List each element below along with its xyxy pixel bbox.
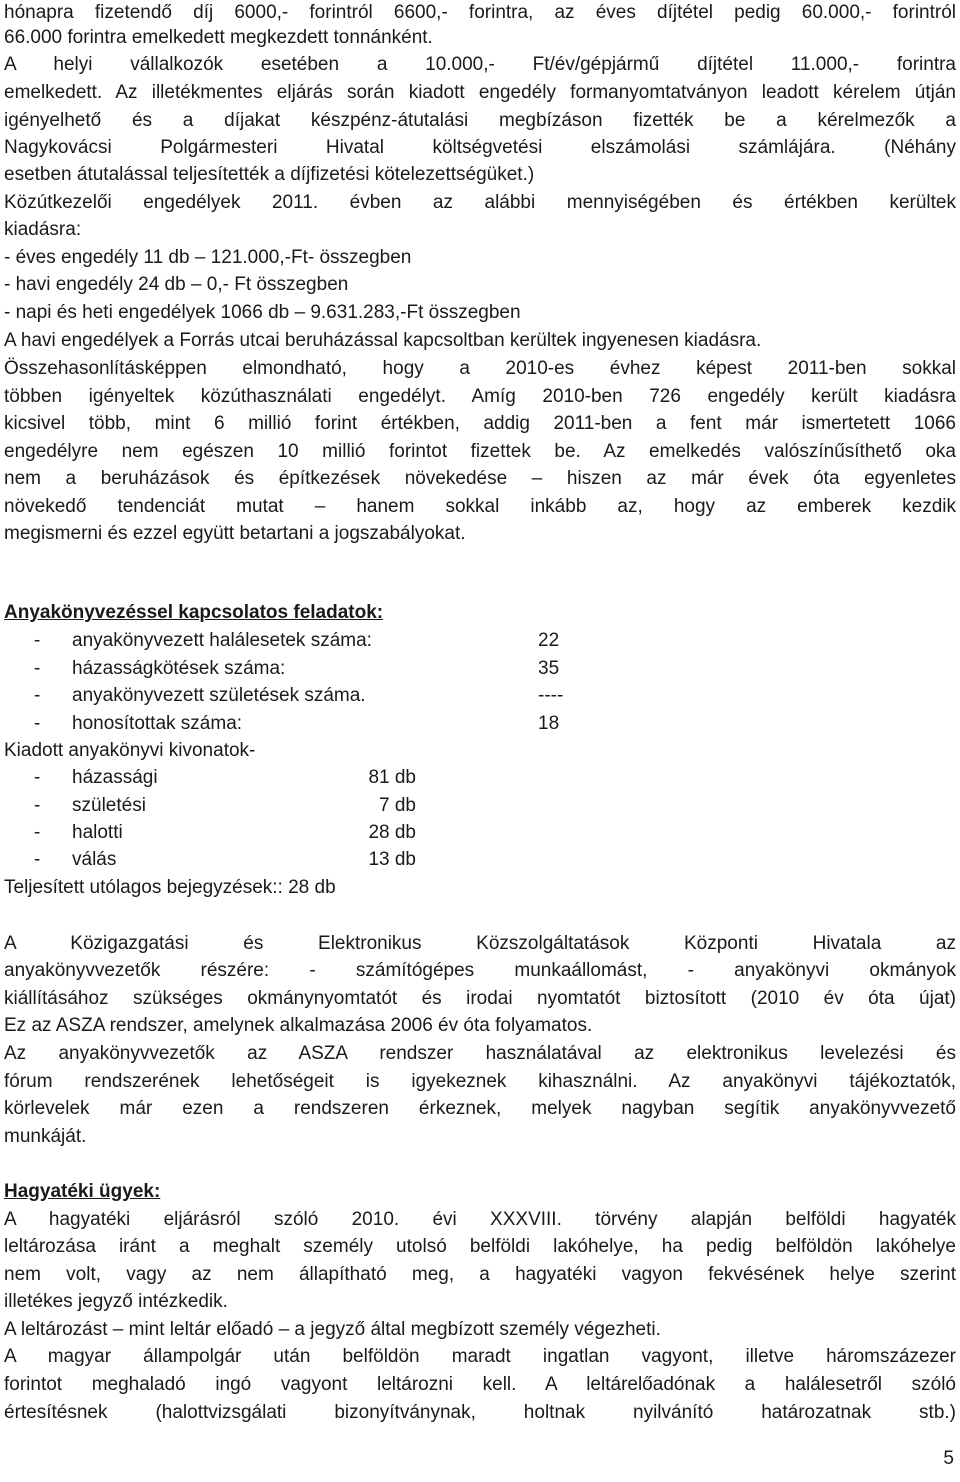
kivonat-value: 7 db <box>379 795 416 816</box>
text-line: Az anyakönyvvezetők az ASZA rendszer használatával az elektronikus levelezési és <box>4 1043 956 1064</box>
kivonat-value: 13 db <box>368 849 416 870</box>
section-heading-hagyatek: Hagyatéki ügyek: <box>4 1181 161 1202</box>
text-line: leltározása iránt a meghalt személy utolsó belföldi lakóhelye, ha pedig belföldön lakóhelye <box>4 1236 956 1257</box>
text-line: 66.000 forintra emelkedett megkezdett tonnánként. <box>4 27 433 48</box>
list-dash: - <box>34 795 41 816</box>
text-line: A helyi vállalkozók esetében a 10.000,- Ft/év/gépjármű díjtétel 11.000,- forintra <box>4 54 956 75</box>
text-line: forintot meghaladó ingó vagyont leltározni kell. A leltárelőadónak a halálesetről szóló <box>4 1374 956 1395</box>
text-line: értesítésnek (halottvizsgálati bizonyítványnak, holtnak nyilvánító határozatnak stb.) <box>4 1402 956 1423</box>
kivonat-label: házassági <box>72 767 158 788</box>
kivonat-value: 81 db <box>368 767 416 788</box>
text-line: A Közigazgatási és Elektronikus Közszolgáltatások Központi Hivatala az <box>4 933 956 954</box>
list-dash: - <box>34 685 41 706</box>
text-line: nem a beruházások és építkezések növekedése – hiszen az már évek óta egyenletes <box>4 468 956 489</box>
text-line: többen igényeltek közúthasználati engedélyt. Amíg 2010-ben 726 engedély került kiadásra <box>4 386 956 407</box>
text-line: emelkedett. Az illetékmentes eljárás során kiadott engedély formanyomtatványon leadott kérelem útján <box>4 82 956 103</box>
kivonat-label: születési <box>72 795 146 816</box>
page-number: 5 <box>943 1448 954 1469</box>
section-heading-anyakonyv: Anyakönyvezéssel kapcsolatos feladatok: <box>4 602 384 623</box>
text-line: növekedő tendenciát mutat – hanem sokkal inkább az, hogy az emberek kezdik <box>4 496 956 517</box>
list-dash: - <box>34 767 41 788</box>
text-line: megismerni és ezzel együtt betartani a jogszabályokat. <box>4 523 466 544</box>
stat-value: 22 <box>538 630 560 651</box>
text-line: Összehasonlításképpen elmondható, hogy a 2010-es évhez képest 2011-ben sokkal <box>4 358 956 379</box>
list-item: - éves engedély 11 db – 121.000,-Ft- összegben <box>4 247 412 268</box>
text-line: illetékes jegyző intézkedik. <box>4 1291 228 1312</box>
text-line: hónapra fizetendő díj 6000,- forintról 6600,- forintra, az éves díjtétel pedig 60.000,- forintról <box>4 2 956 23</box>
text-line: igényelhető és a díjakat készpénz-átutalási megbízáson fizették be a kérelmezők a <box>4 110 956 131</box>
kivonat-label: halotti <box>72 822 123 843</box>
text-line: munkáját. <box>4 1126 87 1147</box>
list-dash: - <box>34 713 41 734</box>
kivonat-title: Kiadott anyakönyvi kivonatok- <box>4 740 256 761</box>
kivonat-label: válás <box>72 849 117 870</box>
text-line: A leltározást – mint leltár előadó – a jegyző által megbízott személy végezheti. <box>4 1319 661 1340</box>
list-dash: - <box>34 822 41 843</box>
stat-label: házasságkötések száma: <box>72 658 286 679</box>
stat-label: honosítottak száma: <box>72 713 243 734</box>
list-dash: - <box>34 630 41 651</box>
text-line: Közútkezelői engedélyek 2011. évben az alábbi mennyiségében és értékben kerültek <box>4 192 956 213</box>
text-line: Ez az ASZA rendszer, amelynek alkalmazása 2006 év óta folyamatos. <box>4 1015 593 1036</box>
text-line: kiadásra: <box>4 219 82 240</box>
text-line: kiállításához szükséges okmánynyomtatót és irodai nyomtatót biztosított (2010 év óta újat) <box>4 988 956 1009</box>
text-line: nem volt, vagy az nem állapítható meg, a hagyatéki vagyon fekvésének helye szerint <box>4 1264 956 1285</box>
text-line: Nagykovácsi Polgármesteri Hivatal költségvetési elszámolási számlájára. (Néhány <box>4 137 956 158</box>
text-line: A hagyatéki eljárásról szóló 2010. évi XXXVIII. törvény alapján belföldi hagyaték <box>4 1209 956 1230</box>
stat-label: anyakönyvezett születések száma. <box>72 685 366 706</box>
text-line: kicsivel több, mint 6 millió forint értékben, addig 2011-ben a fent már ismertetett 1066 <box>4 413 956 434</box>
stat-value: ---- <box>538 685 564 706</box>
text-line: engedélyre nem egészen 10 millió forintot fizettek be. Az emelkedés valószínűsíthető oka <box>4 441 956 462</box>
list-item: - havi engedély 24 db – 0,- Ft összegben <box>4 274 349 295</box>
list-dash: - <box>34 658 41 679</box>
list-dash: - <box>34 849 41 870</box>
text-line: anyakönyvvezetők részére: - számítógépes munkaállomást, - anyakönyvi okmányok <box>4 960 956 981</box>
stat-value: 35 <box>538 658 560 679</box>
utolagos-line: Teljesített utólagos bejegyzések:: 28 db <box>4 877 336 898</box>
text-line: fórum rendszerének lehetőségeit is igyekeznek kihasználni. Az anyakönyvi tájékoztatók, <box>4 1071 956 1092</box>
text-line: A magyar állampolgár után belföldön maradt ingatlan vagyont, illetve háromszázezer <box>4 1346 956 1367</box>
kivonat-value: 28 db <box>368 822 416 843</box>
stat-label: anyakönyvezett halálesetek száma: <box>72 630 372 651</box>
text-line: A havi engedélyek a Forrás utcai beruházással kapcsoltban kerültek ingyenesen kiadásra. <box>4 330 762 351</box>
stat-value: 18 <box>538 713 560 734</box>
text-line: körlevelek már ezen a rendszeren érkeznek, melyek nagyban segítik anyakönyvvezető <box>4 1098 956 1119</box>
text-line: esetben átutalással teljesítették a díjfizetési kötelezettségüket.) <box>4 164 535 185</box>
list-item: - napi és heti engedélyek 1066 db – 9.631.283,-Ft összegben <box>4 302 521 323</box>
